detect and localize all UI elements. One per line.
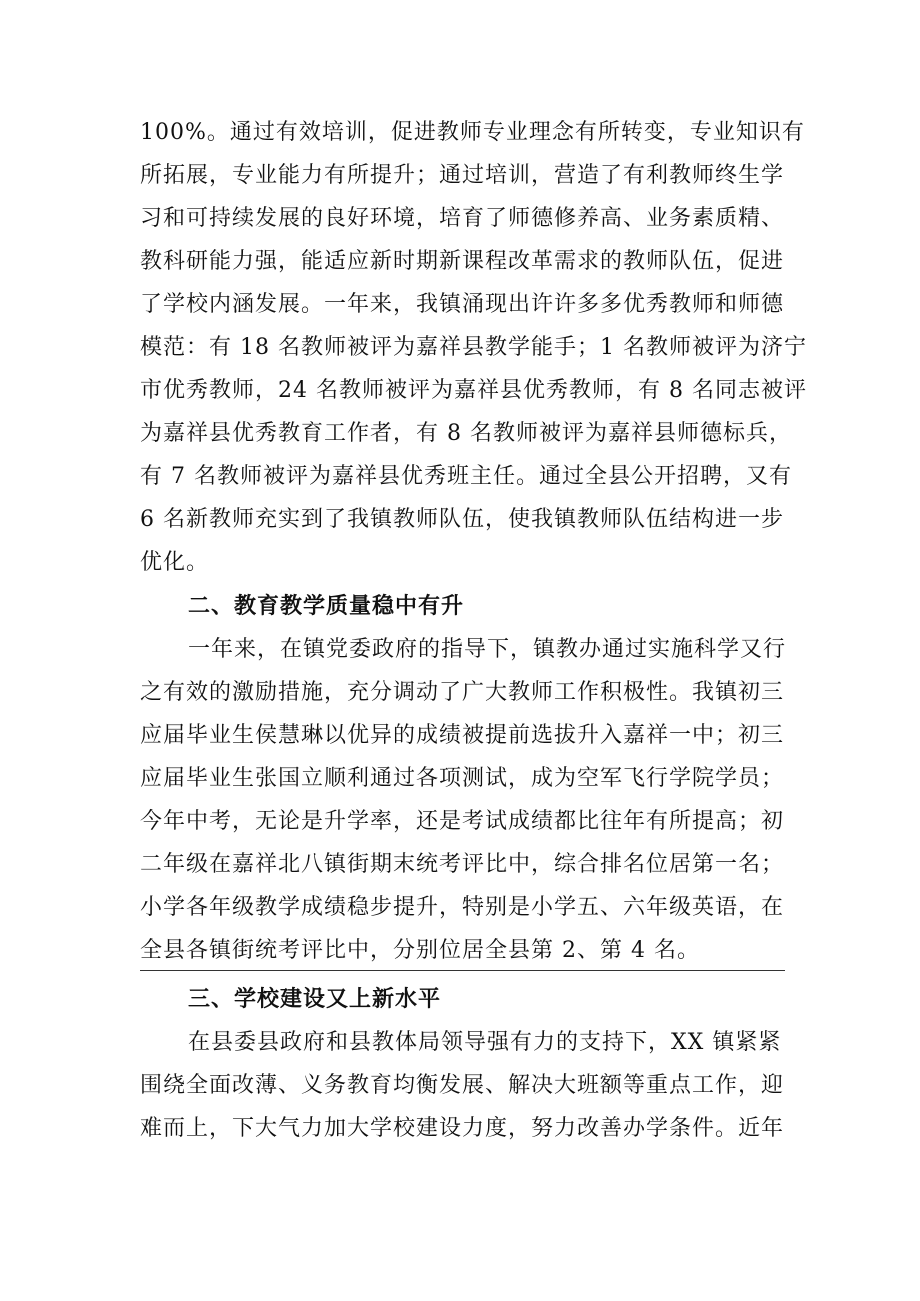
paragraph2-line: 之有效的激励措施，充分调动了广大教师工作积极性。我镇初三	[140, 680, 785, 705]
section-heading-3: 三、学校建设又上新水平	[188, 987, 442, 1012]
paragraph1-line: 有 7 名教师被评为嘉祥县优秀班主任。通过全县公开招聘，又有	[140, 464, 792, 489]
paragraph3-line: 在县委县政府和县教体局领导强有力的支持下，XX 镇紧紧	[188, 1030, 782, 1055]
paragraph3-line: 难而上，下大气力加大学校建设力度，努力改善办学条件。近年	[140, 1116, 785, 1141]
paragraph2-line: 二年级在嘉祥北八镇街期末统考评比中，综合排名位居第一名；	[140, 852, 785, 877]
paragraph3-line: 围绕全面改薄、义务教育均衡发展、解决大班额等重点工作，迎	[140, 1073, 785, 1098]
paragraph2-line: 小学各年级教学成绩稳步提升，特别是小学五、六年级英语，在	[140, 895, 785, 920]
paragraph1-line: 优化。	[140, 550, 210, 575]
paragraph1-line: 市优秀教师，24 名教师被评为嘉祥县优秀教师，有 8 名同志被评	[140, 378, 807, 403]
paragraph1-line: 所拓展，专业能力有所提升；通过培训，营造了有利教师终生学	[140, 163, 785, 188]
section-heading-2: 二、教育教学质量稳中有升	[188, 594, 465, 619]
paragraph1-line: 习和可持续发展的良好环境，培育了师德修养高、业务素质精、	[140, 206, 785, 231]
paragraph1-line: 模范：有 18 名教师被评为嘉祥县教学能手；1 名教师被评为济宁	[140, 335, 807, 360]
paragraph1-line: 教科研能力强，能适应新时期新课程改革需求的教师队伍，促进	[140, 249, 785, 274]
paragraph2-line: 全县各镇街统考评比中，分别位居全县第 2、第 4 名。	[140, 938, 700, 963]
paragraph1-line: 100%。通过有效培训，促进教师专业理念有所转变，专业知识有	[140, 120, 805, 145]
paragraph2-line: 一年来，在镇党委政府的指导下，镇教办通过实施科学又行	[188, 637, 787, 662]
paragraph2-line: 应届毕业生侯慧琳以优异的成绩被提前选拔升入嘉祥一中；初三	[140, 723, 785, 748]
paragraph1-line: 为嘉祥县优秀教育工作者，有 8 名教师被评为嘉祥县师德标兵，	[140, 421, 792, 446]
paragraph2-line: 今年中考，无论是升学率，还是考试成绩都比往年有所提高；初	[140, 809, 785, 834]
paragraph1-line: 6 名新教师充实到了我镇教师队伍，使我镇教师队伍结构进一步	[140, 507, 784, 532]
horizontal-rule	[140, 970, 785, 971]
paragraph2-line: 应届毕业生张国立顺利通过各项测试，成为空军飞行学院学员；	[140, 766, 785, 791]
paragraph1-line: 了学校内涵发展。一年来，我镇涌现出许许多多优秀教师和师德	[140, 292, 785, 317]
